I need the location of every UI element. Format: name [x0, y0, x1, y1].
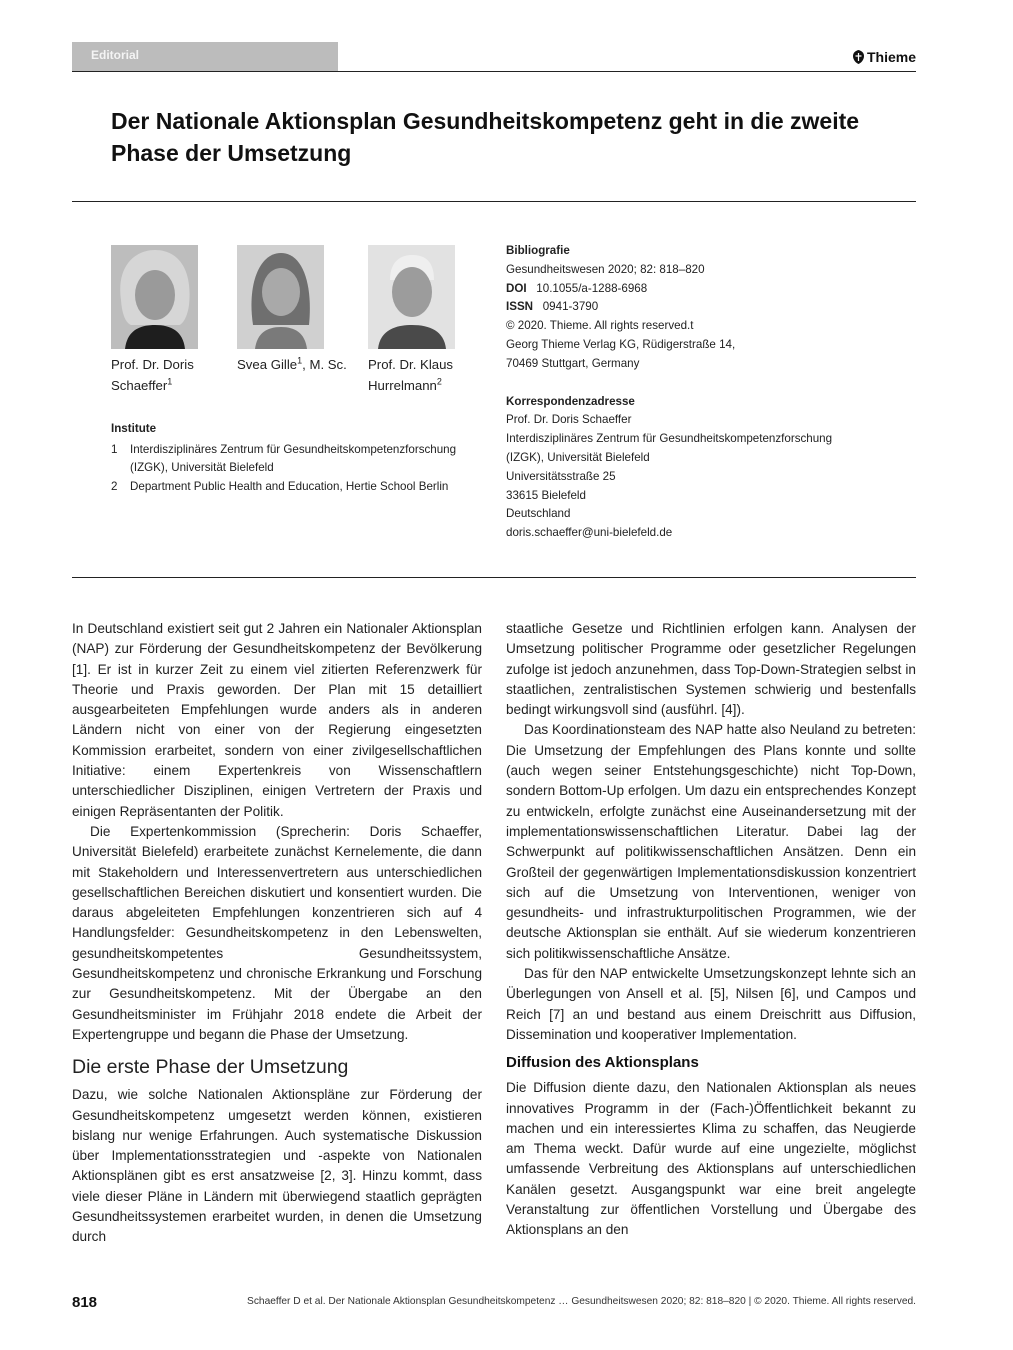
author-photo-hurrelmann — [368, 245, 455, 349]
publisher-city: 70469 Stuttgart, Germany — [506, 356, 640, 370]
correspondence-heading: Korrespondenzadresse — [506, 394, 635, 408]
author-photo-schaeffer — [111, 245, 198, 349]
correspondence-email[interactable]: doris.schaeffer@uni-bielefeld.de — [506, 526, 673, 540]
citation: Gesundheitswesen 2020; 82: 818–820 — [506, 262, 705, 276]
author-caption-gille: Svea Gille$^1$, M. Sc. — [237, 355, 347, 372]
page-number: 818 — [72, 1294, 98, 1311]
author-caption-schaeffer: Prof. Dr. Doris Schaeffer$^1$ — [111, 357, 194, 393]
publisher-logo — [852, 49, 916, 65]
author-photo-gille — [237, 245, 324, 349]
section-heading: Die erste Phase der Umsetzung — [72, 1056, 349, 1079]
title-rule — [72, 201, 916, 202]
correspondence-line: Universitätsstraße 25 — [506, 469, 616, 483]
doi-line: DOI 10.1055/a-1288-6968 — [506, 281, 648, 295]
bibliography-heading: Bibliografie — [506, 244, 570, 257]
brand-name: Thieme — [866, 49, 916, 65]
footer-citation: Schaeffer D et al. Der Nationale Aktionsplan Gesundheitskompetenz … Gesundheitswesen 2020; 82: 818–820 | © 2020. Thieme. All rights reserved. — [247, 1296, 916, 1307]
issn-line: ISSN 0941-3790 — [506, 300, 599, 314]
paragraph: staatliche Gesetze und Richtlinien erfolgen kann. Analysen der Umsetzung politischer Programme oder gesetzlicher Regelungen zufolge ist jedoch anzunehmen, dass Top-Down-Strategien selbst in staatlichen, zentralistischen Systemen schwierig und bestenfalls bedingt wirkungsvoll sind (ausführl. [4]). — [506, 621, 916, 718]
correspondence-line: Deutschland — [506, 507, 571, 521]
correspondence-line: (IZGK), Universität Bielefeld — [506, 450, 650, 464]
article-metadata — [506, 242, 906, 543]
header-rule — [72, 71, 916, 72]
institutes-block — [111, 420, 486, 496]
paragraph: Die Expertenkommission (Sprecherin: Doris Schaeffer, Universität Bielefeld) erarbeitete zunächst Kernelemente, die dann mit Stakeholdern und Interessenvertretern aus unterschiedlichen gesellschaftlichen Bereichen diskutiert und konsentiert wurden. Die daraus abgeleiteten Empfehlungen konzentrieren sich auf 4 Handlungsfelder: Gesundheitskompetenz in den Lebenswelten, gesundheitskompetentes Gesundheitssystem, Gesundheitskompetenz und chronische Erkrankung und Forschung zur Gesundheitskompetenz. Mit der Übergabe an den Gesundheitsminister im Frühjahr 2018 endete die Arbeit der Expertengruppe und begann die Phase der Umsetzung. — [72, 823, 482, 1042]
correspondence-line: Prof. Dr. Doris Schaeffer — [506, 413, 632, 427]
body-column-right — [506, 619, 916, 1241]
front-matter-rule — [72, 577, 916, 578]
paragraph: Das für den NAP entwickelte Umsetzungskonzept lehnte sich an Überlegungen von Ansell et al. [5], Nilsen [6], und Campos und Reich [7] an und bestand aus einem Dreischritt aus Diffusion, Dissemination und kooperativer Implementation. — [506, 966, 916, 1042]
author-caption-hurrelmann: Prof. Dr. Klaus Hurrelmann$^2$ — [368, 357, 454, 393]
correspondence-line: 33615 Bielefeld — [506, 488, 586, 502]
article-title: Der Nationale Aktionsplan Gesundheitskompetenz geht in die zweite Phase der Umsetzung — [111, 108, 860, 166]
section-label: Editorial — [91, 48, 140, 62]
institute-item: 1 Interdisziplinäres Zentrum für Gesundheitskompetenzforschung (IZGK), Universität Bielefeld — [111, 442, 457, 474]
correspondence-line: Interdisziplinäres Zentrum für Gesundheitskompetenzforschung — [506, 432, 833, 446]
paragraph: Die Diffusion diente dazu, den Nationalen Aktionsplan als neues innovatives Programm in der (Fach-)Öffentlichkeit bekannt zu machen und ein interessiertes Klima zu schaffen, das Neugierde am Thema weckt. Dafür wurde auf eine ungezielte, möglichst umfassende Verbreitung des Aktionsplans auf unterschiedlichen Kanälen gesetzt. Ausgangspunkt war eine breit angelegte Veranstaltung zur öffentlichen Vorstellung und Übergabe des Aktionsplans an den — [506, 1080, 916, 1238]
paragraph: Dazu, wie solche Nationalen Aktionspläne zur Förderung der Gesundheitskompetenz umgesetzt werden können, existieren bislang nur wenige Erfahrungen. Auch systematische Diskussion über Implementationsstrategien und -aspekte von Nationalen Aktionsplänen gibt es erst ansatzweise [2, 3]. Hinzu kommt, dass viele dieser Pläne in Ländern mit überwiegend staatlich geprägten Gesundheitssystemen erarbeitet wurden, in denen die Umsetzung durch — [72, 1087, 482, 1245]
paragraph: In Deutschland existiert seit gut 2 Jahren ein Nationaler Aktionsplan (NAP) zur Förderung der Gesundheitskompetenz der Bevölkerung [1]. Er ist in kurzer Zeit zu einem viel zitierten Referenzwerk für Theorie und Praxis geworden. Der Plan mit 15 detailliert ausgearbeiteten Empfehlungen wurde anders als in anderen Ländern nicht von einer von der Regierung eingesetzten Kommission erarbeitet, sondern von einer zivilgesellschaftlichen Initiative: einem Expertenkreis von Wissenschaftlern unterschiedlicher Disziplinen, einigen Vertretern der Praxis und einigen Repräsentanten der Politik. — [72, 621, 482, 819]
subsection-heading: Diffusion des Aktionsplans — [506, 1054, 699, 1072]
institute-item: 2 Department Public Health and Education, Hertie School Berlin — [111, 479, 449, 493]
body-column-left — [72, 619, 482, 1248]
thieme-crest-icon — [852, 50, 865, 64]
publisher: Georg Thieme Verlag KG, Rüdigerstraße 14, — [506, 337, 736, 351]
doi-link[interactable]: 10.1055/a-1288-6968 — [536, 281, 648, 295]
paragraph: Das Koordinationsteam des NAP hatte also Neuland zu betreten: Die Umsetzung der Empfehlungen des Plans konnte und sollte (auch wegen seiner Entstehungsgeschichte) nicht Top-Down, sondern Bottom-Up erfolgen. Um dazu ein entsprechendes Konzept zu entwickeln, erfolgte zunächst eine Auseinandersetzung mit der implementationswissenschaftlichen Literatur. Dabei lag der Schwerpunkt auf politikwissenschaftlichen Ansätzen. Denn ein Großteil der gegenwärtigen Implementationsdiskussion konzentriert sich auf die Umsetzung von Interventionen, weniger von gesundheits- und infrastrukturpolitischen Programmen, wie der deutsche Aktionsplan sie enthält. Auf sie wiederum konzentrieren sich politikwissenschaftliche Ansätze. — [506, 722, 916, 961]
copyright: © 2020. Thieme. All rights reserved.t — [506, 319, 694, 333]
institutes-heading: Institute — [111, 422, 157, 435]
